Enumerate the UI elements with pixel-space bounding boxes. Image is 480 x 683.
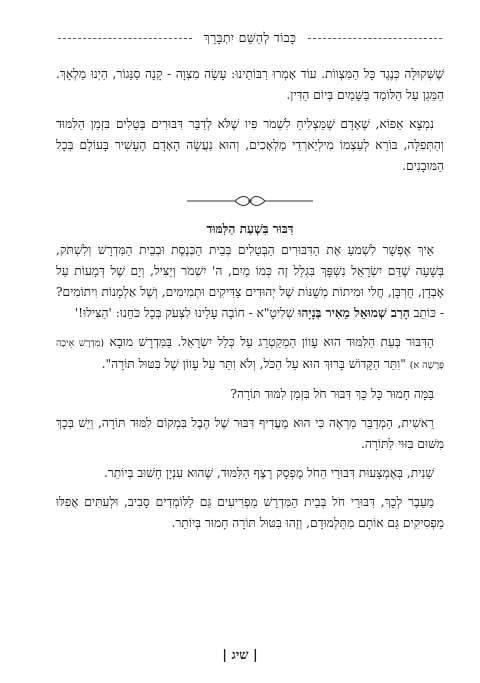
paragraph-4 <box>56 332 444 376</box>
body-text <box>56 64 444 534</box>
running-header <box>58 30 442 46</box>
running-title: כָּבוֹד לְהַשֵּׁם יִתְבָּרֵךְ <box>203 30 297 45</box>
paragraph-3 <box>56 240 444 324</box>
header-rule-right <box>308 38 442 39</box>
paragraph-1: שֶׁשְּׁקוּלָה כְּנֶגֶד כָּל הַמִּצְווֹת. עוֹד אָמְרוּ רַבּוֹתֵינוּ: עָשָׂה מִצְוָה - קָנָה סַנֵּגוֹר, הַיְנוּ מַלְאָךְ. הַמֵּגֵן עַל הַלּוֹמֵד בַּשָּׁמַיִם בְּיוֹם הַדִּין. <box>56 67 444 102</box>
paragraph-6: רֵאשִׁית, הַמְדַבֵּר מַרְאֶה כִּי הוּא מַעֲדִיף דִּבּוּר שֶׁל הֶבֶל בִּמְקוֹם לִמּוּד תּוֹרָה, וְיֵשׁ בְּכָךְ מִשּׁוּם בִּזּוּי לַתּוֹרָה. <box>56 416 444 451</box>
paragraph-3-text-b: שְׁלִיטָ"א - חוֹבָה עָלֵינוּ לִצְעֹק בְּכָל כֹּחֵנוּ: 'הַצִּילוּ!' <box>74 306 299 320</box>
flourish-divider-icon <box>56 193 444 209</box>
paragraph-5: בַּמָּה חָמוּר כָּל כָּךְ דִּבּוּר חֹל בִּזְמַן לִמּוּד תּוֹרָה? <box>230 387 434 401</box>
paragraph-7: שֵׁנִית, בְּאֶמְצָעוּת דִּבּוּרֵי הַחֹל מֻפְסָק רֶצֶף הַלִּמּוּד, שֶׁהוּא עִנְיָן חָשׁוּב בְּיוֹתֵר. <box>103 466 434 480</box>
paragraph-2: נִמְצָא אֵפוֹא, שֶׁאָדָם שֶׁמַּצְלִיחַ לִשְׁמֹר פִּיו שֶׁלֹּא לְדַבֵּר דִּבּוּרִים בְּטֵלִים בִּזְמַן הַלִּמּוּד וְהַתְּפִלָּה, בּוֹרֵא לְעַצְמוֹ מִילְיַארְדֵי מַלְאָכִים, וְהוּא נַעֲשָׂה הָאָדָם הֶעָשִׁיר בָּעוֹלָם בְּכָל הַמּוּבָנִים. <box>56 117 444 173</box>
source-citation: (מִדְרָשׁ אֵיכָה פָּרָשָׁה א) <box>56 338 444 371</box>
paragraph-4-text-a: הַדִּבּוּר בְּעֵת הַלִּמּוּד הוּא עָווֹן הַמְקַטְרֵג עַל כְּלַל יִשְׂרָאֵל. בַּמִּדְרָשׁ מוּבָא <box>104 335 434 349</box>
header-rule-left <box>58 38 192 39</box>
section-title: דִּבּוּר בִּשְׁעַת הַלִּמּוּד <box>206 222 294 236</box>
paragraph-8: מֵעֵבֶר לְכָךְ, דִּבּוּרֵי חֹל בְּבֵית הַמִּדְרָשׁ מַפְרִיעִים גַּם לַלּוֹמְדִים סָבִיב, וּלְעִתִּים אֲפִלּוּ מַפְסִיקִים גַּם אוֹתָם מִתַּלְמוּדָם, וְזֶהוּ בִּטּוּל תּוֹרָה חָמוּר בְּיוֹתֵר. <box>56 495 444 530</box>
page-number: | שיג | <box>222 648 258 663</box>
paragraph-3-text-a: אֵיךְ אֶפְשָׁר לִשְׁמֹעַ אֶת הַדִּבּוּרִים הַבְּטֵלִים בְּבֵית הַכְּנֶסֶת וּבְבֵית הַמִּדְרָשׁ וְלִשְׁתֹּק, בְּשָׁעָה שֶׁדַּם יִשְׂרָאֵל נִשְׁפָּךְ בִּגְלַל זֶה כְּמוֹ מַיִם, ה' יִשְׁמֹר וְיַצִּיל, וְיָם שֶׁל דְּמָעוֹת עַל אָבְדָן, חֻרְבָּן, חֳלִי וּמִיתוֹת מְשֻׁנּוֹת שֶׁל יְהוּדִים צַדִּיקִים וּתְמִימִים, וְשֶׁל אַלְמָנוֹת וִיתוֹמִים? - כּוֹתֵב <box>56 243 444 320</box>
rabbi-name: הָרַב שְׁמוּאֵל מֵאִיר בְּנָיָהוּ <box>298 306 410 320</box>
paragraph-4-text-b: "וִתֵּר הַקָּדוֹשׁ בָּרוּךְ הוּא עַל הַכֹּל, וְלֹא וִתֵּר עַל עָווֹן שֶׁל בִּטּוּל תּוֹרָה". <box>101 357 410 371</box>
